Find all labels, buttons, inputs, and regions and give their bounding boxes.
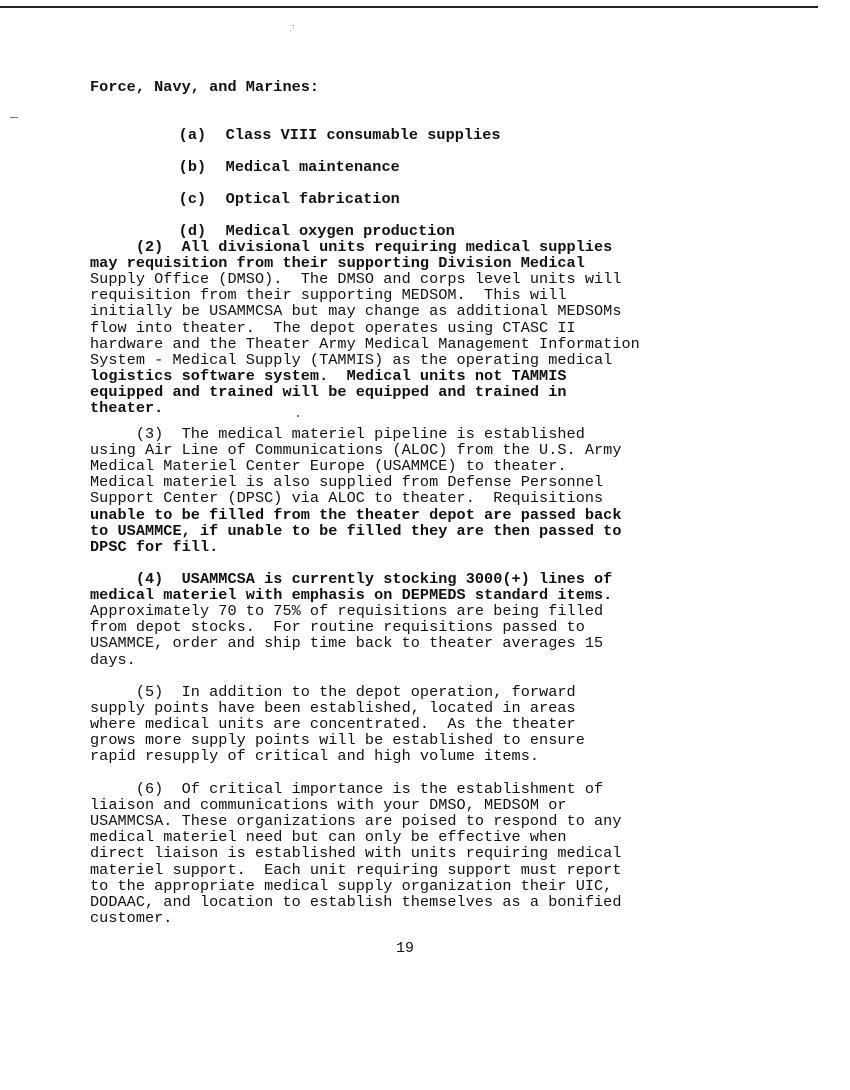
list-item-label: (c): [178, 190, 207, 208]
paragraph-line: (3) The medical materiel pipeline is established: [90, 425, 585, 443]
paragraph-line: (4) USAMMCSA is currently stocking 3000(+) lines of: [90, 570, 613, 588]
paragraph-line: medical materiel with emphasis on DEPMEDS standard items.: [90, 586, 613, 605]
scan-mark: [293, 25, 294, 26]
paragraph-line: equipped and trained will be equipped and trained in: [90, 382, 567, 401]
paragraph-line: direct liaison is established with units requiring medical: [90, 844, 622, 863]
list-item-text: Optical fabrication: [225, 190, 400, 208]
paragraph-line: DODAAC, and location to establish themselves as a bonified: [90, 892, 622, 911]
paragraph-line: (2) All divisional units requiring medical supplies: [90, 238, 613, 256]
paragraph-line: days.: [90, 650, 136, 669]
paragraph-line: Supply Office (DMSO). The DMSO and corps level units will: [90, 270, 622, 289]
scan-mark: [297, 415, 299, 417]
list-item-label: (b): [178, 158, 207, 176]
paragraph-line: rapid resupply of critical and high volume items.: [90, 747, 540, 766]
paragraph-line: USAMMCE, order and ship time back to theater averages 15: [90, 634, 604, 653]
paragraph-line: to the appropriate medical supply organization their UIC,: [90, 876, 613, 895]
paragraph-line: Medical materiel is also supplied from Defense Personnel: [90, 473, 604, 492]
paragraph-line: supply points have been established, located in areas: [90, 699, 576, 718]
paragraph-line: materiel support. Each unit requiring support must report: [90, 860, 622, 879]
paragraph-line: requisition from their supporting MEDSOM. This will: [90, 286, 567, 305]
intro-line: Force, Navy, and Marines:: [90, 78, 320, 96]
paragraph-line: (6) Of critical importance is the establishment of: [90, 780, 604, 798]
paragraph-line: using Air Line of Communications (ALOC) from the U.S. Army: [90, 441, 622, 460]
paragraph-line: where medical units are concentrated. As the theater: [90, 715, 576, 734]
paragraph-line: hardware and the Theater Army Medical Management Information: [90, 334, 640, 353]
paragraph-line: Medical Materiel Center Europe (USAMMCE) to theater.: [90, 457, 567, 476]
list-item-text: Class VIII consumable supplies: [225, 126, 501, 144]
list-item-label: (a): [178, 126, 207, 144]
paragraph-line: to USAMMCE, if unable to be filled they are then passed to: [90, 521, 622, 540]
paragraph-line: theater.: [90, 399, 164, 417]
paragraph-line: Support Center (DPSC) via ALOC to theater. Requisitions: [90, 489, 604, 508]
paragraph-line: may requisition from their supporting Division Medical: [90, 254, 585, 273]
list-item-text: Medical maintenance: [225, 158, 400, 176]
paragraph-line: grows more supply points will be established to ensure: [90, 731, 585, 750]
paragraph-line: System - Medical Supply (TAMMIS) as the operating medical: [90, 350, 613, 369]
paragraph-line: medical materiel need but can only be effective when: [90, 828, 567, 847]
scan-mark: [10, 117, 18, 118]
paragraph-line: flow into theater. The depot operates using CTASC II: [90, 318, 576, 337]
paragraph-line: initially be USAMMCSA but may change as additional MEDSOMs: [90, 302, 622, 321]
paragraph-line: from depot stocks. For routine requisitions passed to: [90, 618, 585, 637]
paragraph-line: Approximately 70 to 75% of requisitions are being filled: [90, 602, 604, 621]
list-item-text: Medical oxygen production: [225, 222, 455, 240]
paragraph-line: USAMMCSA. These organizations are poised to respond to any: [90, 812, 622, 831]
page-number: 19: [395, 940, 414, 957]
paragraph-line: liaison and communications with your DMSO, MEDSOM or: [90, 796, 567, 815]
list-item-label: (d): [178, 222, 207, 240]
paragraph-line: customer.: [90, 908, 173, 927]
paragraph-line: logistics software system. Medical units not TAMMIS: [90, 366, 567, 385]
paragraph-line: (5) In addition to the depot operation, forward: [90, 683, 576, 701]
paragraph-line: unable to be filled from the theater depot are passed back: [90, 505, 622, 524]
paragraph-line: DPSC for fill.: [90, 537, 219, 556]
